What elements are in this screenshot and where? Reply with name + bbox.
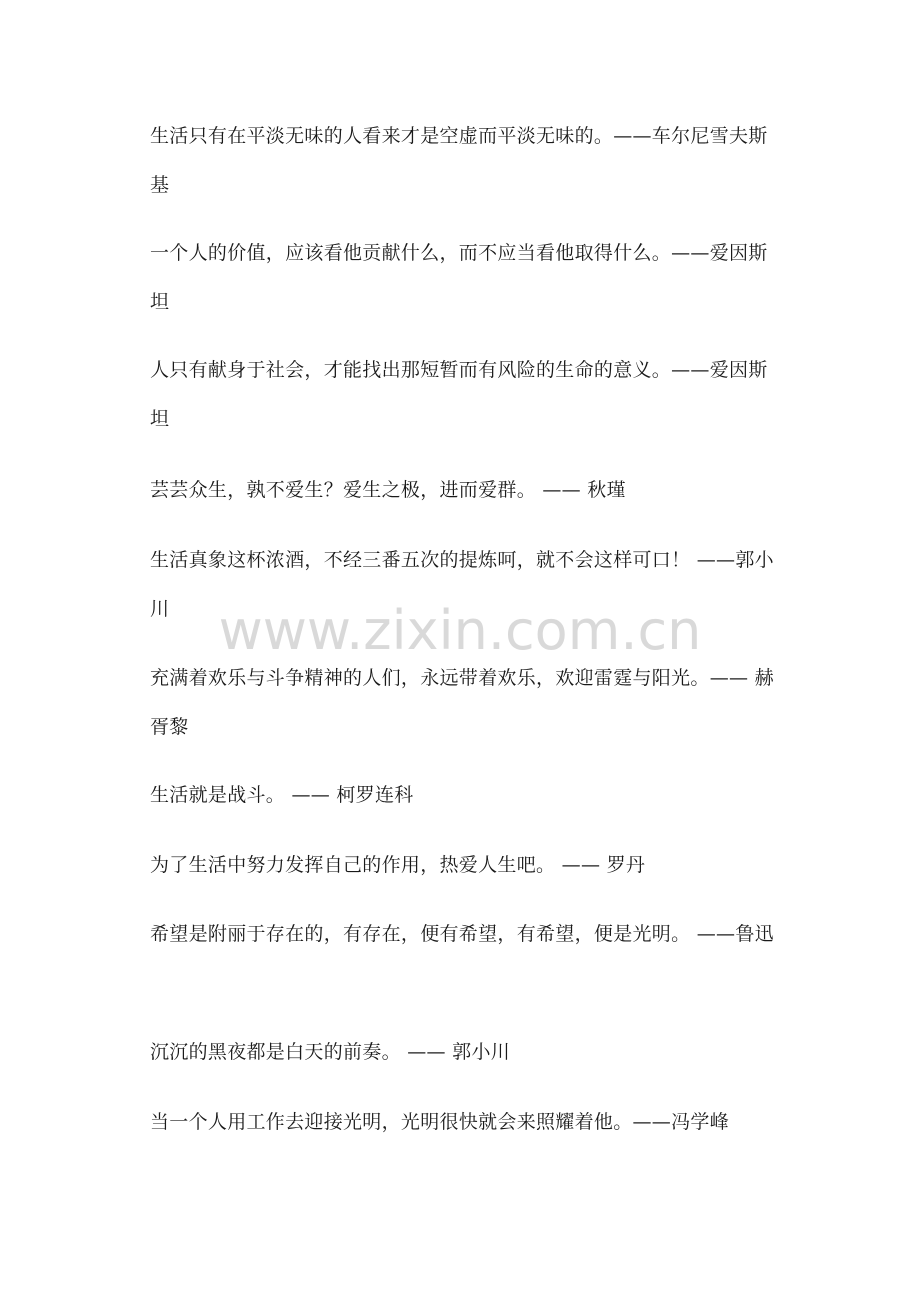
quote-5: 生活真象这杯浓酒，不经三番五次的提炼呵，就不会这样可口！ ——郭小川	[150, 549, 774, 620]
quote-2: 一个人的价值，应该看他贡献什么，而不应当看他取得什么。——爱因斯坦	[150, 242, 768, 313]
quote-1: 生活只有在平淡无味的人看来才是空虚而平淡无味的。——车尔尼雪夫斯基	[150, 125, 768, 196]
quote-8: 为了生活中努力发挥自己的作用，热爱人生吧。 —— 罗丹	[150, 854, 646, 876]
quote-6: 充满着欢乐与斗争精神的人们，永远带着欢乐，欢迎雷霆与阳光。—— 赫胥黎	[150, 667, 774, 738]
quote-9: 希望是附丽于存在的，有存在，便有希望，有希望，便是光明。 ——鲁迅	[150, 923, 774, 945]
quote-3: 人只有献身于社会，才能找出那短暂而有风险的生命的意义。——爱因斯坦	[150, 359, 768, 430]
watermark: www.zixin.com.cn	[218, 599, 702, 662]
quote-10: 沉沉的黑夜都是白天的前奏。 —— 郭小川	[150, 1041, 511, 1063]
quote-4: 芸芸众生，孰不爱生？爱生之极，进而爱群。 —— 秋瑾	[150, 479, 626, 501]
quote-7: 生活就是战斗。 —— 柯罗连科	[150, 784, 414, 806]
quote-11: 当一个人用工作去迎接光明，光明很快就会来照耀着他。——冯学峰	[150, 1111, 730, 1133]
